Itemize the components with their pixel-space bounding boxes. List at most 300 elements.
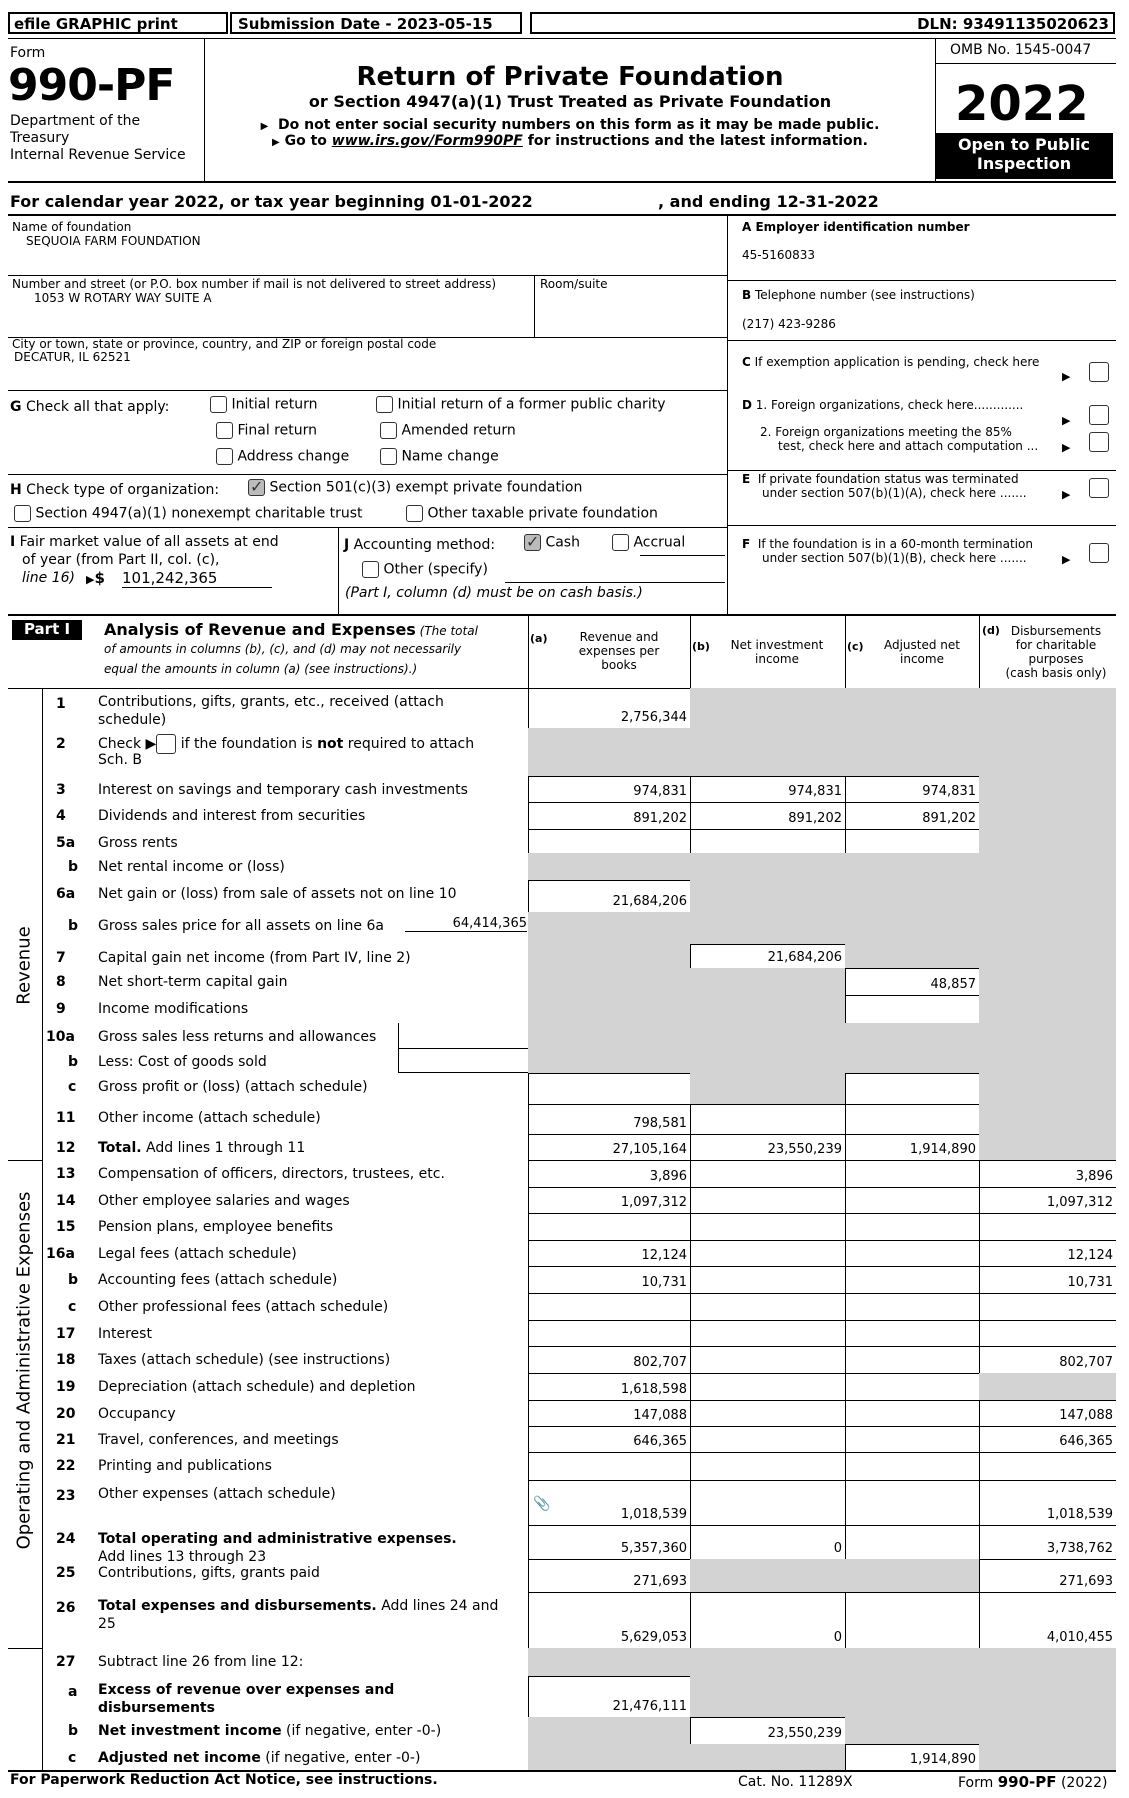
cell-shade xyxy=(979,880,1116,912)
cell-shade xyxy=(979,1023,1116,1048)
value-col-a: 1,018,539 xyxy=(620,1507,687,1522)
name-change-checkbox[interactable] xyxy=(380,448,397,465)
line-text xyxy=(98,1140,305,1156)
initial-return-checkbox[interactable] xyxy=(210,396,227,413)
dln: DLN: 93491135020623 xyxy=(917,15,1109,33)
final-return-checkbox[interactable] xyxy=(216,422,233,439)
line-number: 14 xyxy=(56,1193,76,1209)
value-col-d: 10,731 xyxy=(1067,1275,1113,1290)
cell-shade xyxy=(690,688,845,728)
value-col-a: 21,476,111 xyxy=(612,1699,687,1714)
sch-b-checkbox[interactable] xyxy=(156,734,176,754)
cell-shade xyxy=(845,1293,979,1320)
cell-shade xyxy=(979,776,1116,802)
line-text-not: not xyxy=(317,736,344,752)
col-d-line-2: for charitable xyxy=(1015,638,1097,652)
line-number: 16a xyxy=(46,1246,75,1262)
line-number: 21 xyxy=(56,1432,76,1448)
phone-label-text: Telephone number (see instructions) xyxy=(754,288,975,302)
amended-checkbox[interactable] xyxy=(380,422,397,439)
ssn-note-text: Do not enter social security numbers on this form as it may be made public. xyxy=(278,117,880,133)
cell-shade xyxy=(528,968,690,995)
form-subtitle: or Section 4947(a)(1) Trust Treated as Private Foundation xyxy=(308,92,832,111)
line-text xyxy=(98,734,474,754)
cell-shade xyxy=(845,1160,979,1187)
line-text xyxy=(98,1079,368,1095)
cell-shade xyxy=(690,1676,845,1717)
cell-shade xyxy=(528,912,690,944)
line-text xyxy=(98,1486,336,1502)
line-text-main: Gross rents xyxy=(98,835,178,851)
line-number: 7 xyxy=(56,950,66,966)
line-number: b xyxy=(68,859,79,875)
open-to-public-badge xyxy=(935,133,1113,179)
section-4947-label: Section 4947(a)(1) nonexempt charitable trust xyxy=(35,505,363,522)
arrow-icon: ▶ xyxy=(1062,370,1071,383)
calendar-year: For calendar year 2022, or tax year beginning 01-01-2022 xyxy=(10,192,533,211)
value-col-a: 27,105,164 xyxy=(612,1142,687,1157)
g-text: Check all that apply: xyxy=(25,399,170,415)
exemption-pending-checkbox[interactable] xyxy=(1089,362,1109,382)
cell-shade xyxy=(845,912,979,944)
cell-shade xyxy=(845,1373,979,1400)
col-b-line-1: Net investment xyxy=(730,638,824,652)
col-a-line-3: books xyxy=(601,658,637,672)
cell-shade xyxy=(845,1266,979,1293)
cell-shade xyxy=(979,1744,1116,1770)
cell-shade xyxy=(528,1452,690,1480)
line-text-2: Add lines 13 through 23 xyxy=(98,1549,267,1565)
cell-shade xyxy=(845,1023,979,1048)
status-terminated-checkbox[interactable] xyxy=(1089,478,1109,498)
line-text xyxy=(98,1565,320,1581)
d2-line-2: test, check here and attach computation ... xyxy=(778,439,1039,453)
expenses-side-label-wrap xyxy=(13,1191,38,1550)
cell-shade xyxy=(528,853,690,880)
line-number: 13 xyxy=(56,1166,76,1182)
value-col-a: 147,088 xyxy=(633,1408,687,1423)
paperwork-notice: For Paperwork Reduction Act Notice, see instructions. xyxy=(10,1772,438,1788)
cell-shade xyxy=(528,1293,690,1320)
line-text xyxy=(98,1219,333,1235)
value-col-d: 3,738,762 xyxy=(1046,1541,1113,1556)
cell-shade xyxy=(690,1346,845,1373)
g-initial-return[interactable] xyxy=(210,396,317,413)
other-taxable-label: Other taxable private foundation xyxy=(427,505,658,522)
foreign-85-checkbox[interactable] xyxy=(1089,432,1109,452)
line-number: 5a xyxy=(56,835,76,851)
cell-shade xyxy=(979,728,1116,776)
cell-shade xyxy=(528,1213,690,1240)
cell-shade xyxy=(979,1134,1116,1160)
line-text-2: 25 xyxy=(98,1616,116,1632)
line-text-main: Other employee salaries and wages xyxy=(98,1193,350,1209)
value-col-a: 21,684,206 xyxy=(612,894,687,909)
value-col-a: 1,618,598 xyxy=(620,1382,687,1397)
value-col-a: 646,365 xyxy=(633,1434,687,1449)
cell-shade xyxy=(690,1213,845,1240)
col-b-header xyxy=(712,638,842,666)
cell-shade xyxy=(690,1648,845,1676)
line-text xyxy=(98,859,285,875)
cell-shade xyxy=(979,995,1116,1023)
cell-shade xyxy=(845,1676,979,1717)
cell-shade xyxy=(845,1525,979,1559)
line-number: 10a xyxy=(46,1029,75,1045)
line-number: 12 xyxy=(56,1140,76,1156)
cell-shade xyxy=(979,1073,1116,1104)
line-number: 15 xyxy=(56,1219,76,1235)
line-number: b xyxy=(68,1723,79,1739)
cell-shade xyxy=(845,1648,979,1676)
cat-number: Cat. No. 11289X xyxy=(738,1774,853,1790)
dept-line-3: Internal Revenue Service xyxy=(10,147,186,163)
j-letter: J xyxy=(344,537,350,553)
cell-shade xyxy=(528,728,690,776)
value-col-d: 12,124 xyxy=(1067,1248,1113,1263)
cell-shade xyxy=(690,1240,845,1266)
other-taxable-checkbox[interactable] xyxy=(406,505,423,522)
cell-shade xyxy=(845,1104,979,1134)
line-text-rest: (if negative, enter -0-) xyxy=(260,1750,421,1766)
part-i-desc-3: equal the amounts in column (a) (see instructions).) xyxy=(104,662,418,676)
value-col-d: 802,707 xyxy=(1059,1355,1113,1370)
value-col-d: 4,010,455 xyxy=(1046,1630,1113,1645)
section-4947-checkbox[interactable] xyxy=(14,505,31,522)
line-number: 24 xyxy=(56,1531,76,1547)
c-letter: C xyxy=(742,355,751,369)
line-text-main: Interest on savings and temporary cash investments xyxy=(98,782,468,798)
line-text-2-bold: disbursements xyxy=(98,1700,215,1716)
foreign-org-checkbox[interactable] xyxy=(1089,405,1109,425)
line-text-main: Interest xyxy=(98,1326,152,1342)
value-col-a: 891,202 xyxy=(633,811,687,826)
street-label: Number and street (or P.O. box number if mail is not delivered to street address) xyxy=(12,277,497,291)
part-i-desc-1: (The total xyxy=(415,624,478,638)
col-d-line-1: Disbursements xyxy=(1010,624,1102,638)
line-text-bold: Total expenses and disbursements. xyxy=(98,1598,377,1614)
line-number: 27 xyxy=(56,1654,76,1670)
col-b-tag: (b) xyxy=(692,640,710,653)
i-letter: I xyxy=(10,534,16,550)
cell-shade xyxy=(528,829,690,853)
calendar-ending: , and ending 12-31-2022 xyxy=(658,192,879,211)
j-accrual[interactable] xyxy=(612,534,685,551)
i-line-3: line 16) xyxy=(22,570,75,586)
h-opt-other[interactable] xyxy=(406,505,658,522)
cell-shade xyxy=(979,1320,1116,1346)
omb-number: OMB No. 1545-0047 xyxy=(950,42,1092,58)
j-cash[interactable] xyxy=(524,534,580,551)
form-number: 990-PF xyxy=(8,60,175,111)
item-e-1 xyxy=(742,472,1019,486)
accrual-checkbox[interactable] xyxy=(612,534,629,551)
line-text xyxy=(98,1432,339,1448)
line-text-main: Other expenses (attach schedule) xyxy=(98,1486,336,1502)
line-number: c xyxy=(68,1750,77,1766)
value-col-d: 646,365 xyxy=(1059,1434,1113,1449)
line-text xyxy=(98,1272,337,1288)
value-col-c: 891,202 xyxy=(922,811,976,826)
h-text: Check type of organization: xyxy=(26,482,220,498)
cell-shade xyxy=(690,1559,845,1592)
cell-shade xyxy=(979,968,1116,995)
line-text-main: Other professional fees (attach schedule) xyxy=(98,1299,389,1315)
cell-shade xyxy=(528,1048,690,1073)
value-col-b: 974,831 xyxy=(788,784,842,799)
name-change-label: Name change xyxy=(401,448,499,465)
cell-shade xyxy=(979,1293,1116,1320)
initial-former-checkbox[interactable] xyxy=(376,396,393,413)
cell-shade xyxy=(528,995,690,1023)
line-text xyxy=(98,1326,152,1342)
col-c-line-1: Adjusted net xyxy=(883,638,961,652)
d-letter: D xyxy=(742,398,752,412)
section-501c3-checkbox[interactable] xyxy=(248,479,265,496)
value-col-a: 1,097,312 xyxy=(620,1195,687,1210)
line-text xyxy=(98,1193,350,1209)
cell-shade xyxy=(690,1160,845,1187)
line-text xyxy=(98,886,457,902)
cell-shade xyxy=(690,853,845,880)
item-f-2: under section 507(b)(1)(B), check here ....... xyxy=(762,551,1027,565)
line-number: 19 xyxy=(56,1379,76,1395)
open-line-1: Open to Public xyxy=(957,135,1091,154)
g-initial-former[interactable] xyxy=(376,396,665,413)
line-text-end: required to attach xyxy=(343,736,475,752)
j-other[interactable] xyxy=(362,561,488,578)
note2-post: for instructions and the latest information. xyxy=(522,133,868,149)
instructions-note xyxy=(205,133,935,149)
footer-form-pre: Form xyxy=(958,1775,998,1791)
g-address-change[interactable] xyxy=(216,448,349,465)
dept-line-2: Treasury xyxy=(10,130,70,146)
cash-checkbox[interactable] xyxy=(524,534,541,551)
ssn-note xyxy=(205,117,935,133)
foundation-name: SEQUOIA FARM FOUNDATION xyxy=(26,234,201,248)
item-f-1 xyxy=(742,537,1033,551)
address-change-label: Address change xyxy=(237,448,350,465)
dept-line-1: Department of the xyxy=(10,113,141,129)
cell-shade xyxy=(845,1559,979,1592)
col-a-tag: (a) xyxy=(530,632,548,645)
value-col-b: 23,550,239 xyxy=(767,1726,842,1741)
cell-shade xyxy=(845,1048,979,1073)
col-c-line-2: income xyxy=(900,652,944,666)
line-number: 18 xyxy=(56,1352,76,1368)
value-col-d: 147,088 xyxy=(1059,1408,1113,1423)
tax-year: 2022 xyxy=(955,76,1089,132)
cell-shade xyxy=(845,1240,979,1266)
cell-shade xyxy=(690,1104,845,1134)
line-text xyxy=(98,782,468,798)
cell-shade xyxy=(690,1480,845,1525)
line-number: b xyxy=(68,1054,79,1070)
other-method-checkbox[interactable] xyxy=(362,561,379,578)
cell-shade xyxy=(845,688,979,728)
address-change-checkbox[interactable] xyxy=(216,448,233,465)
final-return-label: Final return xyxy=(237,422,317,439)
cell-shade xyxy=(979,1373,1116,1400)
cell-shade xyxy=(690,1023,845,1048)
value-col-b: 0 xyxy=(833,1541,842,1556)
cell-shade xyxy=(979,1213,1116,1240)
cell-shade xyxy=(979,1048,1116,1073)
cell-shade xyxy=(979,1648,1116,1676)
footer-form-number: 990-PF xyxy=(997,1773,1057,1791)
value-col-b: 21,684,206 xyxy=(767,950,842,965)
i-line-2: of year (from Part II, col. (c), xyxy=(22,552,220,568)
dln-box xyxy=(530,12,1115,34)
cell-shade xyxy=(845,944,979,968)
fair-market-value: 101,242,365 xyxy=(122,569,272,588)
j-text: Accounting method: xyxy=(353,537,496,553)
col-c-header xyxy=(866,638,978,666)
line-text-rest: Add lines 1 through 11 xyxy=(141,1140,306,1156)
initial-former-label: Initial return of a former public charity xyxy=(397,396,666,413)
line-text xyxy=(98,1352,390,1368)
cell-shade xyxy=(979,912,1116,944)
i-line-1 xyxy=(10,534,279,550)
line-text xyxy=(98,974,287,990)
cell-shade xyxy=(528,1073,690,1104)
g-final-return[interactable] xyxy=(216,422,317,439)
phone-letter: B xyxy=(742,288,752,302)
cell-shade xyxy=(845,1426,979,1452)
efile-label: efile GRAPHIC print xyxy=(14,15,178,33)
cell-shade xyxy=(690,1426,845,1452)
arrow-icon: ▶ xyxy=(1062,488,1071,501)
initial-return-label: Initial return xyxy=(231,396,318,413)
line-number: b xyxy=(68,918,79,934)
city-state-zip: DECATUR, IL 62521 xyxy=(14,350,131,364)
line-number: 25 xyxy=(56,1565,76,1581)
arrow-icon: ▶ xyxy=(86,573,95,586)
cell-shade xyxy=(845,880,979,912)
line-text-main: Gross sales less returns and allowances xyxy=(98,1029,377,1045)
line-text xyxy=(98,1246,297,1262)
arrow-icon: ▶ xyxy=(1062,553,1071,566)
line-number: b xyxy=(68,1272,79,1288)
cell-shade xyxy=(690,1187,845,1213)
line-text-main: Occupancy xyxy=(98,1406,176,1422)
h-opt-4947[interactable] xyxy=(14,505,363,522)
value-col-b: 23,550,239 xyxy=(767,1142,842,1157)
part-i-tag: Part I xyxy=(12,620,82,640)
line-text xyxy=(98,1598,498,1614)
cash-label: Cash xyxy=(545,534,580,551)
cell-shade xyxy=(690,880,845,912)
arrow-icon: ▶ xyxy=(260,121,269,132)
e-letter: E xyxy=(742,472,751,486)
cell-shade xyxy=(690,1373,845,1400)
item-d1 xyxy=(742,398,1023,412)
irs-link[interactable]: www.irs.gov/Form990PF xyxy=(331,133,523,149)
cell-shade xyxy=(979,688,1116,728)
submission-date-box xyxy=(230,12,522,34)
cell-shade xyxy=(979,802,1116,829)
ein-value: 45-5160833 xyxy=(742,248,816,262)
line-text-main: Other income (attach schedule) xyxy=(98,1110,321,1126)
cell-shade xyxy=(690,1452,845,1480)
value-col-a: 2,756,344 xyxy=(620,710,687,725)
line-number: 3 xyxy=(56,782,66,798)
part-i-desc-2: of amounts in columns (b), (c), and (d) may not necessarily xyxy=(104,642,462,656)
line-text xyxy=(98,694,444,710)
cell-shade xyxy=(845,853,979,880)
cell-shade xyxy=(845,1073,979,1104)
line-text-main: Dividends and interest from securities xyxy=(98,808,366,824)
value-col-a: 3,896 xyxy=(649,1169,687,1184)
line-text-main: Legal fees (attach schedule) xyxy=(98,1246,297,1262)
line-text-main: Contributions, gifts, grants, etc., received (attach xyxy=(98,694,444,710)
line-text-2: schedule) xyxy=(98,712,167,728)
line-number: 23 xyxy=(56,1488,76,1504)
cell-shade xyxy=(979,829,1116,853)
col-a-line-1: Revenue and xyxy=(579,630,659,644)
cell-shade xyxy=(528,944,690,968)
line-number: 9 xyxy=(56,1001,66,1017)
cell-shade xyxy=(690,1293,845,1320)
footer-form-post: (2022) xyxy=(1056,1775,1108,1791)
line-text xyxy=(98,1406,176,1422)
phone-value: (217) 423-9286 xyxy=(742,317,836,331)
line-text xyxy=(98,1299,388,1315)
line-text-2: Sch. B xyxy=(98,752,142,768)
line-text-main: Contributions, gifts, grants paid xyxy=(98,1565,320,1581)
line-text xyxy=(98,918,384,934)
line-text-rest: Add lines 24 and xyxy=(376,1598,499,1614)
cell-shade xyxy=(845,1213,979,1240)
g-amended[interactable] xyxy=(380,422,516,439)
line-text-bold: Excess of revenue over expenses and xyxy=(98,1682,395,1698)
accrual-label: Accrual xyxy=(633,534,686,551)
cell-shade xyxy=(845,1592,979,1648)
line-text-main: Taxes (attach schedule) (see instructions) xyxy=(98,1352,391,1368)
g-name-change[interactable] xyxy=(380,448,499,465)
form-title: Return of Private Foundation xyxy=(356,62,784,92)
value-col-a: 12,124 xyxy=(641,1248,687,1263)
h-opt-501c3[interactable] xyxy=(248,479,582,496)
section-501c3-label: Section 501(c)(3) exempt private foundation xyxy=(269,479,583,496)
line-10-inline-rule xyxy=(398,1048,528,1049)
f-letter: F xyxy=(742,537,751,551)
line-number: c xyxy=(68,1299,77,1315)
line-text-check: Check ▶ xyxy=(98,736,157,752)
col-d-line-3: purposes xyxy=(1028,652,1084,666)
line-text xyxy=(98,1654,303,1670)
line-text-main: Gross sales price for all assets on line 6a xyxy=(98,918,384,934)
line-number: c xyxy=(68,1079,77,1095)
line-text-main: Printing and publications xyxy=(98,1458,272,1474)
line-text xyxy=(98,1750,420,1766)
cell-shade xyxy=(845,829,979,853)
ein-label-text: Employer identification number xyxy=(755,220,970,234)
cell-shade xyxy=(845,995,979,1023)
dollar-symbol: $ xyxy=(94,569,105,587)
cell-shade xyxy=(690,912,845,944)
cell-shade xyxy=(845,1320,979,1346)
revenue-side-label: Revenue xyxy=(13,926,35,1005)
revenue-side-label-wrap xyxy=(13,926,38,1005)
g-letter: G xyxy=(10,399,22,415)
sixty-month-checkbox[interactable] xyxy=(1089,543,1109,563)
g-label xyxy=(10,399,169,415)
cell-shade xyxy=(845,1452,979,1480)
attachment-icon[interactable]: 📎 xyxy=(533,1496,551,1512)
form-label: Form xyxy=(10,45,46,61)
line-text-main: Less: Cost of goods sold xyxy=(98,1054,267,1070)
